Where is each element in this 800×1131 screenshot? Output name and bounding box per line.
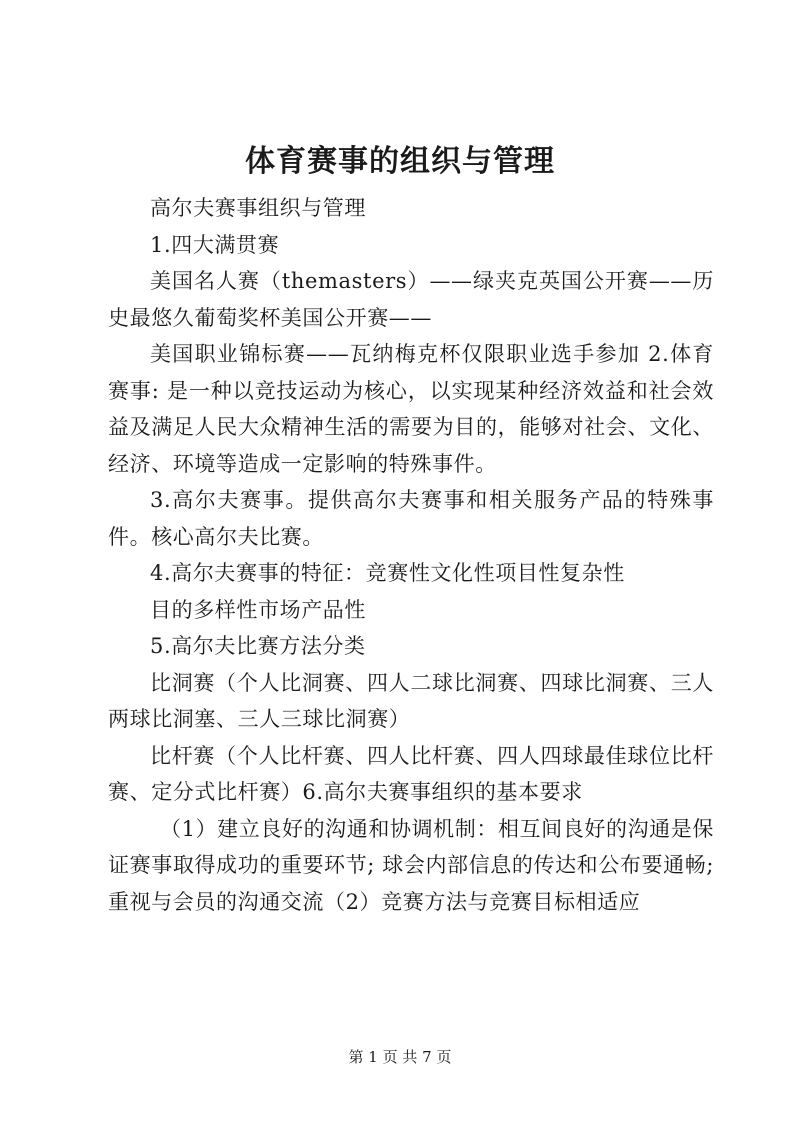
paragraph-features: 目的多样性市场产品性 bbox=[150, 597, 366, 622]
paragraph-item-3: 3.高尔夫赛事。提供高尔夫赛事和相关服务产品的特殊事件。核心高尔夫比赛。 bbox=[108, 488, 714, 549]
paragraph-grand-slams: 美国名人赛（themasters）——绿夹克英国公开赛——历史最悠久葡萄奖杯美国公开赛—— bbox=[108, 269, 714, 330]
paragraph-stroke-play: 比杆赛（个人比杆赛、四人比杆赛、四人四球最佳球位比杆赛、定分式比杆赛）6.高尔夫赛事组织的基本要求 bbox=[108, 743, 714, 804]
paragraph-item-4: 4.高尔夫赛事的特征：竞赛性文化性项目性复杂性 bbox=[150, 561, 625, 585]
paragraph-item-5: 5.高尔夫比赛方法分类 bbox=[150, 634, 366, 658]
paragraph-match-play: 比洞赛（个人比洞赛、四人二球比洞赛、四球比洞赛、三人两球比洞塞、三人三球比洞赛） bbox=[108, 670, 714, 731]
page-footer: 第 1 页 共 7 页 bbox=[348, 1048, 452, 1066]
paragraph-heading: 高尔夫赛事组织与管理 bbox=[150, 196, 366, 220]
document-body bbox=[108, 190, 714, 920]
document-title: 体育赛事的组织与管理 bbox=[245, 144, 555, 179]
paragraph-item-1: 1.四大满贯赛 bbox=[150, 232, 280, 257]
paragraph-sports-event-definition: 美国职业锦标赛——瓦纳梅克杯仅限职业选手参加 2.体育赛事: 是一种以竞技运动为核心，以实现某种经济效益和社会效益及满足人民大众精神生活的需要为目的，能够对社会、文化、经济、环境等造成一定影响的特殊事件。 bbox=[108, 342, 714, 476]
paragraph-requirements: （1）建立良好的沟通和协调机制：相互间良好的沟通是保证赛事取得成功的重要环节; 球会内部信息的传达和公布要通畅; 重视与会员的沟通交流（2）竞赛方法与竞赛目标相适应 bbox=[108, 816, 714, 914]
